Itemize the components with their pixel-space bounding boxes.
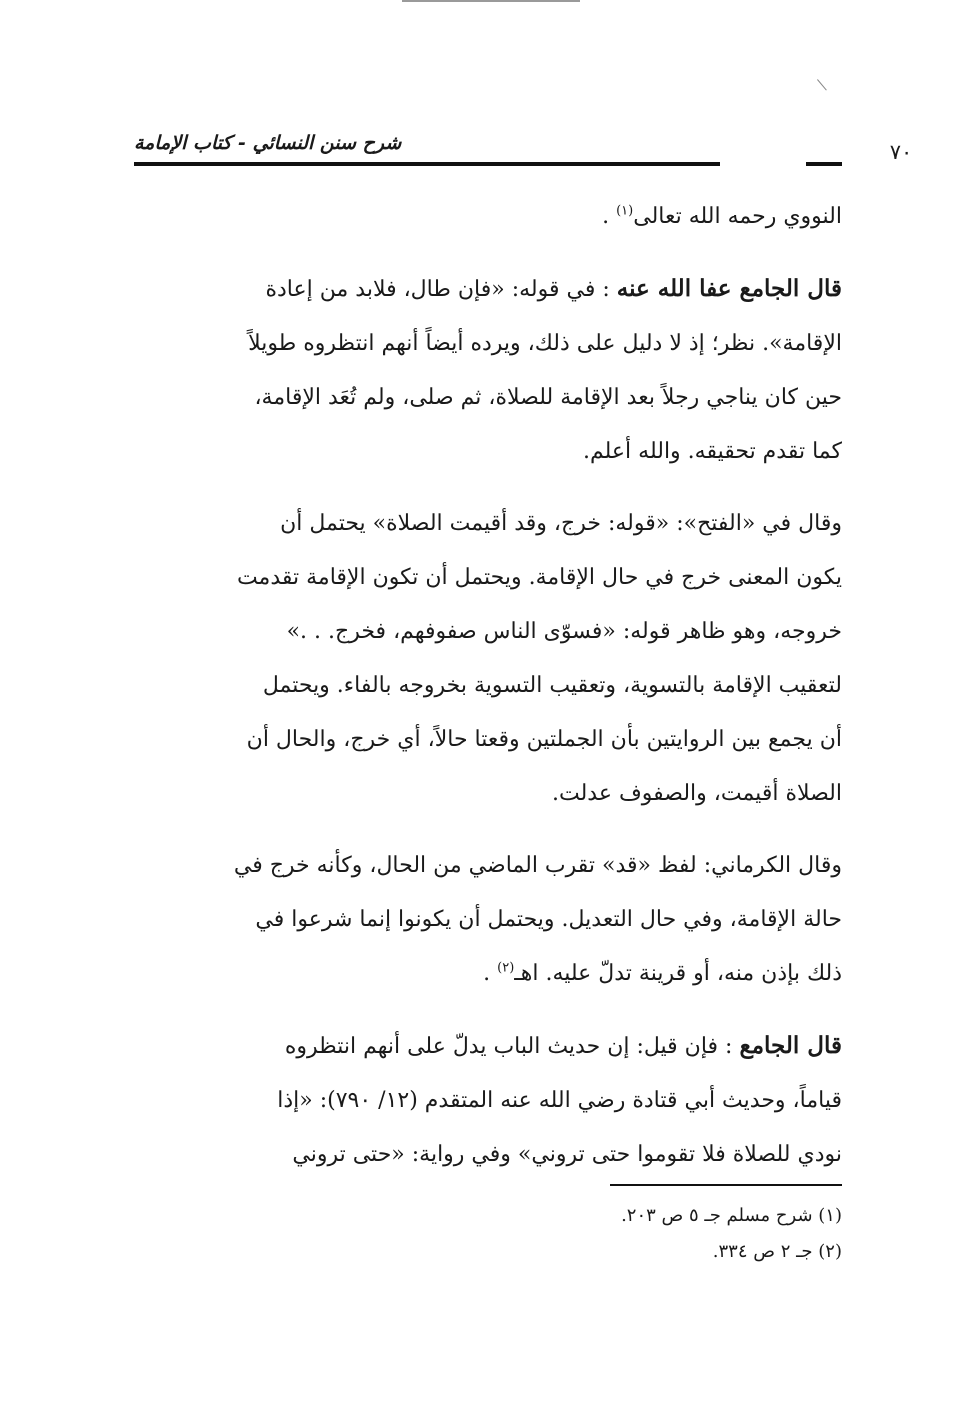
- page-number-rule: [806, 162, 842, 166]
- paragraph-line: قال الجامع عفا الله عنه : في قوله: «فإن طال، فلابد من إعادة: [265, 275, 842, 302]
- paragraph-line: أن يجمع بين الروايتين بأن الجملتين وقعتا حالاً، أي خرج، والحال أن: [246, 727, 842, 752]
- paragraph-line: وقال الكرماني: لفظ «قد» تقرب الماضي من الحال، وكأنه خرج في: [233, 853, 842, 878]
- paragraph-line: يكون المعنى خرج في حال الإقامة. ويحتمل أن تكون الإقامة تقدمت: [236, 565, 842, 590]
- footnotes: [134, 1198, 842, 1270]
- scan-edge-line: [402, 0, 580, 2]
- paragraph-5: [134, 1019, 842, 1182]
- scan-corner-mark: [817, 71, 836, 90]
- paragraph-4: [134, 839, 842, 1001]
- paragraph-line: حين كان يناجي رجلاً بعد الإقامة للصلاة، ثم صلى، ولم تُعَد الإقامة،: [254, 385, 842, 410]
- paragraph-line: الإقامة». نظر؛ إذ لا دليل على ذلك، ويرده أيضاً أنهم انتظروه طويلاً: [248, 331, 842, 356]
- paragraph-line: لتعقيب الإقامة بالتسوية، وتعقيب التسوية بخروجه بالفاء. ويحتمل: [262, 673, 842, 698]
- paragraph-line: ذلك بإذن منه، أو قرينة تدلّ عليه. اهـ$^{(٢)}$ .: [483, 960, 842, 986]
- paragraph-line: النووي رحمه الله تعالى$^{(١)}$ .: [602, 203, 842, 229]
- paragraph-1: [134, 190, 842, 244]
- paragraph-line: قال الجامع : فإن قيل: إن حديث الباب يدلّ على أنهم انتظروه: [284, 1032, 842, 1059]
- footnote-ref-2[interactable]: (٢): [497, 960, 515, 976]
- paragraph-2: [134, 262, 842, 479]
- lead-phrase: قال الجامع: [739, 1032, 842, 1059]
- paragraph-line: نودي للصلاة فلا تقوموا حتى تروني» وفي رواية: «حتى تروني: [292, 1142, 842, 1167]
- paragraph-line: كما تقدم تحقيقه. والله أعلم.: [583, 439, 842, 464]
- footnote-1: (١) شرح مسلم جـ ٥ ص ٢٠٣.: [621, 1205, 842, 1226]
- paragraph-3: [134, 497, 842, 821]
- running-title: شرح سنن النسائي - كتاب الإمامة: [134, 132, 402, 154]
- paragraph-line: خروجه، وهو ظاهر قوله: «فسوّى الناس صفوفهم، فخرج. . .»: [286, 619, 842, 644]
- paragraph-line: حالة الإقامة، وفي حال التعديل. ويحتمل أن يكونوا إنما شرعوا في: [255, 907, 842, 932]
- paragraph-line: وقال في «الفتح»: «قوله: خرج، وقد أقيمت الصلاة» يحتمل أن: [280, 511, 842, 536]
- header-rule: [134, 162, 720, 166]
- body-text: [134, 190, 842, 1200]
- footnote-rule: [610, 1184, 842, 1186]
- paragraph-line: قياماً، وحديث أبي قتادة رضي الله عنه المتقدم (١٢/ ٧٩٠): «إذا: [277, 1088, 842, 1113]
- lead-phrase: قال الجامع عفا الله عنه: [616, 275, 842, 302]
- paragraph-line: الصلاة أقيمت، والصفوف عدلت.: [551, 781, 842, 806]
- footnote-ref-1[interactable]: (١): [616, 203, 634, 219]
- page-number: ٧٠: [889, 140, 913, 164]
- footnote-2: (٢) جـ ٢ ص ٣٣٤.: [712, 1241, 842, 1262]
